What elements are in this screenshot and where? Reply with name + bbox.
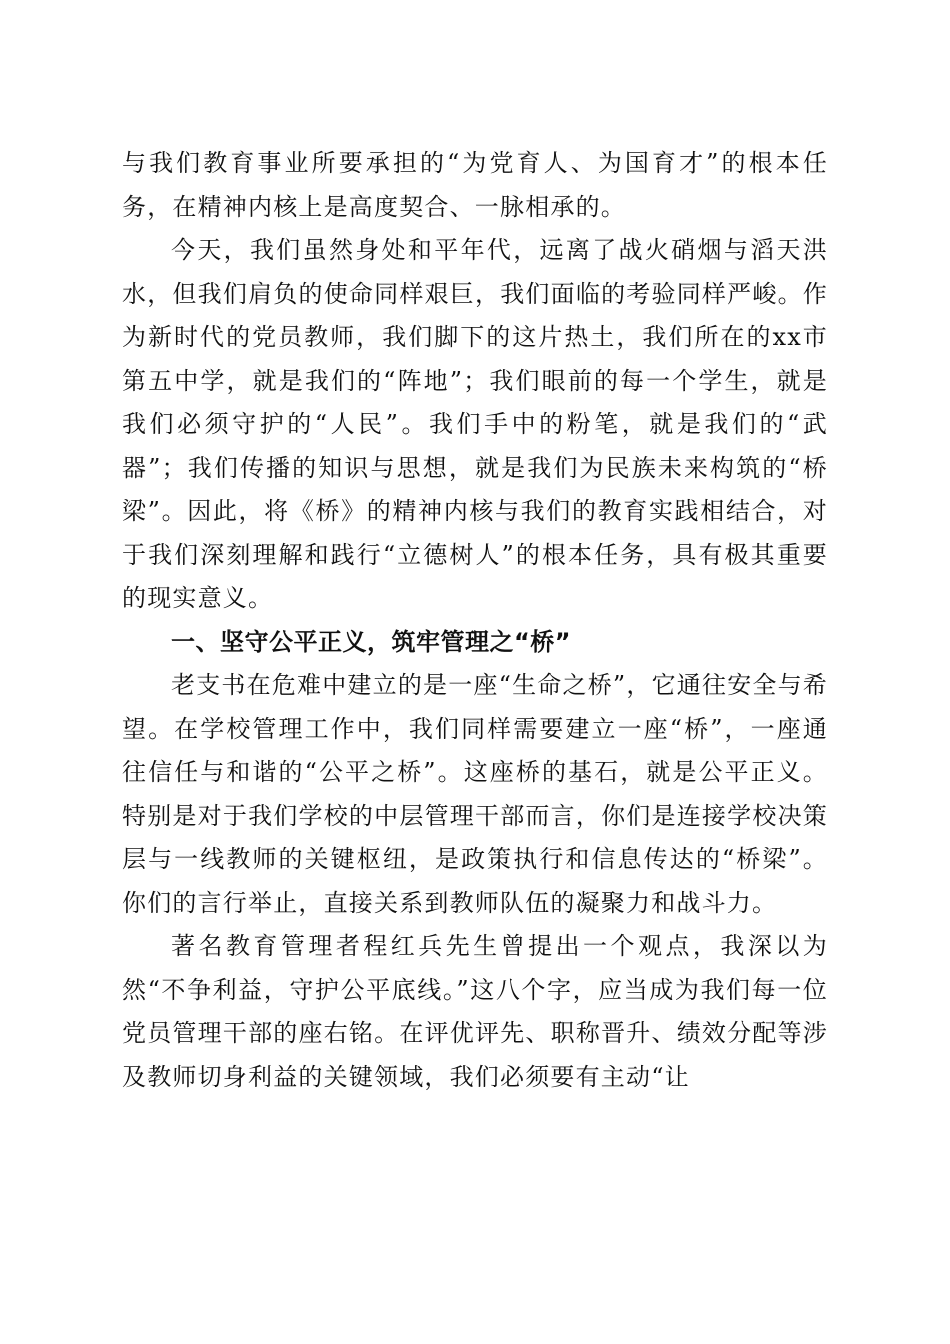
paragraph-fairness-bridge: 老支书在危难中建立的是一座“生命之桥”，它通往安全与希望。在学校管理工作中，我们同样需要建立一座“桥”，一座通往信任与和谐的“公平之桥”。这座桥的基石，就是公平正义。特别是对于我们学校的中层管理干部而言，你们是连接学校决策层与一线教师的关键枢纽，是政策执行和信息传达的“桥梁”。你们的言行举止，直接关系到教师队伍的凝聚力和战斗力。	[122, 671, 828, 917]
paragraph-today: 今天，我们虽然身处和平年代，远离了战火硝烟与滔天洪水，但我们肩负的使命同样艰巨，我们面临的考验同样严峻。作为新时代的党员教师，我们脚下的这片热土，我们所在的xx市第五中学，就是我们的“阵地”；我们眼前的每一个学生，就是我们必须守护的“人民”。我们手中的粉笔，就是我们的“武器”；我们传播的知识与思想，就是我们为民族未来构筑的“桥梁”。因此，将《桥》的精神内核与我们的教育实践相结合，对于我们深刻理解和践行“立德树人”的根本任务，具有极其重要的现实意义。	[122, 236, 828, 612]
paragraph-continuation: 与我们教育事业所要承担的“为党育人、为国育才”的根本任务，在精神内核上是高度契合、一脉相承的。	[122, 149, 828, 221]
section-heading: 一、坚守公平正义，筑牢管理之“桥”	[171, 627, 572, 656]
paragraph-cheng-hongbing: 著名教育管理者程红兵先生曾提出一个观点，我深以为然“不争利益，守护公平底线。”这八个字，应当成为我们每一位党员管理干部的座右铭。在评优评先、职称晋升、绩效分配等涉及教师切身利益的关键领域，我们必须要有主动“让	[122, 932, 828, 1091]
document-body	[122, 142, 828, 1099]
